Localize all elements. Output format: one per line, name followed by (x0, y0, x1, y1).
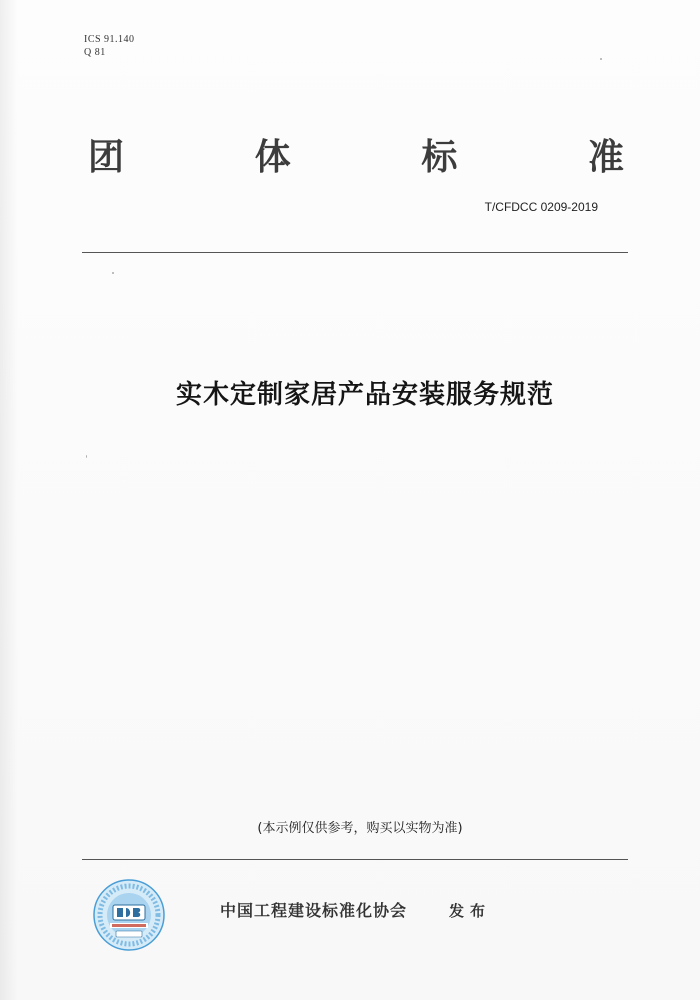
standard-type-char: 体 (254, 137, 291, 178)
page-edge-shadow (0, 0, 18, 1000)
standard-type-char: 准 (587, 137, 624, 178)
publish-label: 发布 (449, 902, 492, 920)
scan-speck (112, 272, 114, 274)
classification-code: Q 81 (84, 47, 106, 58)
standard-type-char: 标 (421, 137, 458, 178)
standard-number: T/CFDCC 0209-2019 (484, 200, 598, 214)
top-divider (82, 252, 628, 253)
publisher-name: 中国工程建设标准化协会 (220, 901, 408, 920)
standard-type-heading (88, 136, 624, 180)
scan-speck (600, 58, 602, 60)
bottom-divider (82, 859, 628, 860)
scan-speck (86, 455, 87, 458)
sample-disclaimer: (本示例仅供参考，购买以实物为准) (257, 821, 463, 836)
document-title: 实木定制家居产品安装服务规范 (175, 380, 554, 410)
standard-type-char: 团 (88, 137, 125, 178)
ics-code: ICS 91.140 (84, 34, 135, 45)
certification-seal-icon (92, 878, 166, 952)
